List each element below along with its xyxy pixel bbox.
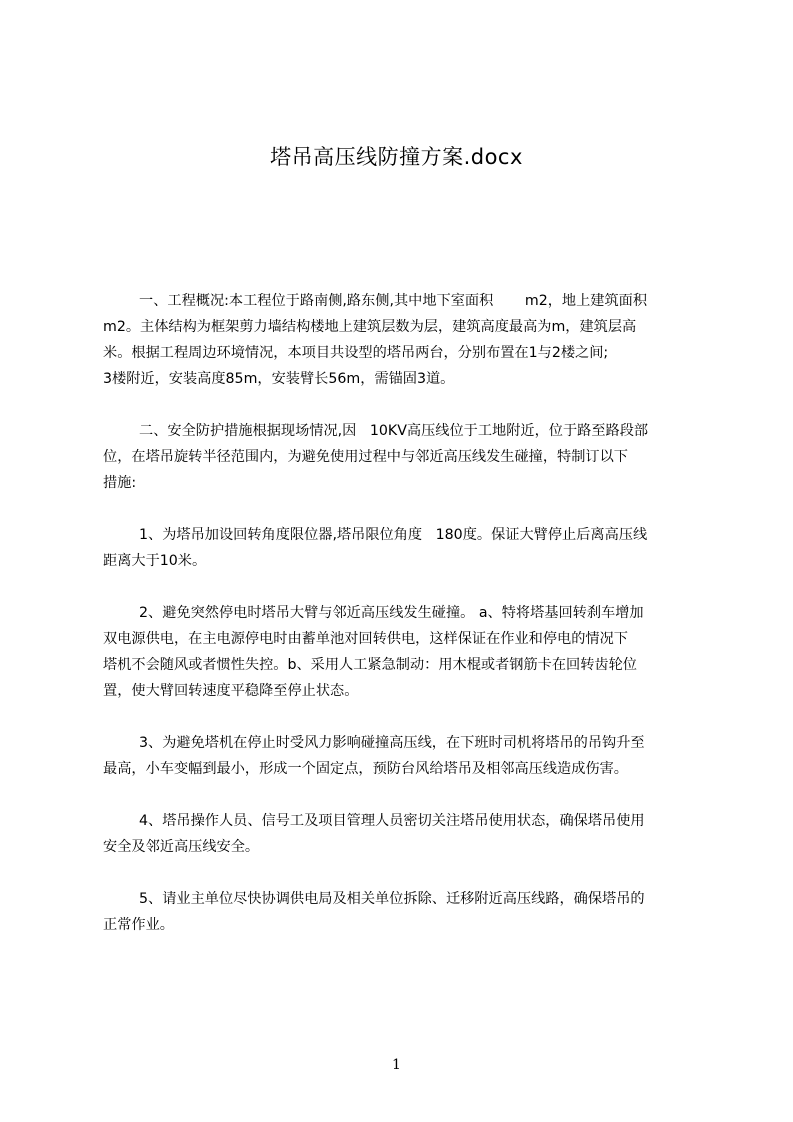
paragraph-measure-3: [103, 730, 711, 782]
paragraph-measure-5: [103, 886, 711, 938]
paragraph-line: 3楼附近，安装高度85m，安装臂长56m，需锚固3道。: [103, 371, 455, 387]
paragraph-line: 1、为塔吊加设回转角度限位器,塔吊限位角度 180度。保证大臂停止后离高压线: [139, 527, 648, 543]
paragraph-measure-4: [103, 808, 711, 860]
paragraph-line: 双电源供电，在主电源停电时由蓄单池对回转供电，这样保证在作业和停电的情况下: [103, 631, 628, 647]
paragraph-project-overview: [103, 288, 711, 392]
paragraph-safety-measures: [103, 418, 711, 496]
paragraph-line: 位，在塔吊旋转半径范围内，为避免使用过程中与邻近高压线发生碰撞，特制订以下: [103, 449, 628, 465]
paragraph-line: 2、避免突然停电时塔吊大臂与邻近高压线发生碰撞。 a、特将塔基回转刹车增加: [139, 605, 644, 621]
paragraph-line: 安全及邻近高压线安全。: [103, 839, 260, 855]
paragraph-line: 米。根据工程周边环境情况，本项目共设型的塔吊两台，分别布置在1与2楼之间;: [103, 345, 609, 361]
paragraph-line: 置，使大臂回转速度平稳降至停止状态。: [103, 683, 359, 699]
paragraph-line: 正常作业。: [103, 917, 174, 933]
paragraph-line: 4、塔吊操作人员、信号工及项目管理人员密切关注塔吊使用状态，确保塔吊使用: [139, 813, 645, 829]
page-number: 1: [392, 1057, 401, 1073]
paragraph-measure-1: [103, 522, 711, 574]
paragraph-line: 5、请业主单位尽快协调供电局及相关单位拆除、迁移附近高压线路，确保塔吊的: [139, 891, 645, 907]
paragraph-line: 一、工程概况:本工程位于路南侧,路东侧,其中地下室面积 m2，地上建筑面积: [139, 293, 648, 309]
paragraph-line: 距离大于10米。: [103, 553, 207, 569]
paragraph-line: 措施:: [103, 475, 137, 491]
paragraph-line: 塔机不会随风或者惯性失控。b、采用人工紧急制动：用木棍或者钢筋卡在回转齿轮位: [103, 657, 637, 673]
paragraph-line: 二、安全防护措施根据现场情况,因 10KV高压线位于工地附近，位于路至路段部: [139, 423, 649, 439]
paragraph-line: 最高，小车变幅到最小，形成一个固定点，预防台风给塔吊及相邻高压线造成伤害。: [103, 761, 628, 777]
document-title: 塔吊高压线防撞方案.docx: [270, 145, 523, 169]
paragraph-measure-2: [103, 600, 711, 704]
paragraph-line: 3、为避免塔机在停止时受风力影响碰撞高压线，在下班时司机将塔吊的吊钩升至: [139, 735, 645, 751]
paragraph-line: m2。主体结构为框架剪力墙结构楼地上建筑层数为层，建筑高度最高为m，建筑层高: [103, 319, 637, 335]
document-body: [103, 288, 711, 938]
